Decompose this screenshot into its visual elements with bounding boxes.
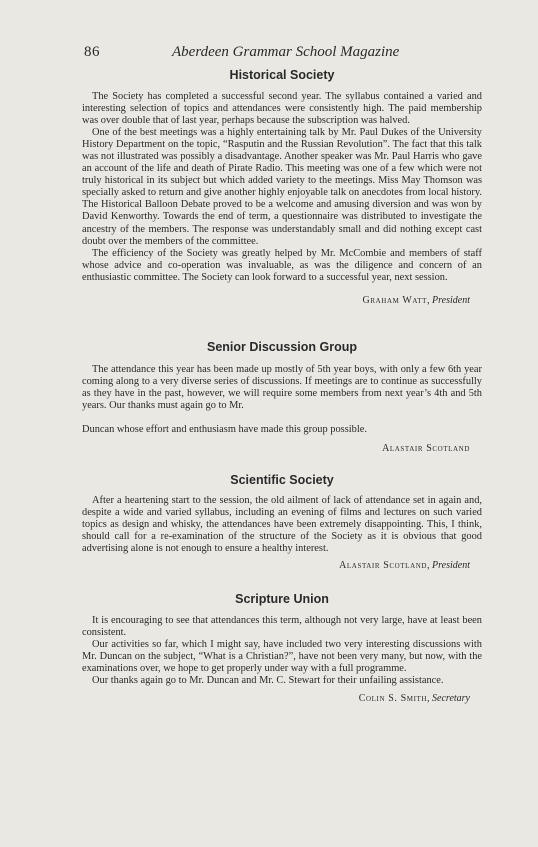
paragraph: The Society has completed a successful second year. The syllabus contained a varied and interesting selection of topics and attendances were consistently high. The paid membership was over double that of last year, perhaps because the subscription was halved.	[82, 91, 482, 127]
section-title: Scripture Union	[235, 592, 329, 607]
signature: Alastair Scotland, President	[339, 560, 470, 572]
paragraph: Our thanks again go to Mr. Duncan and Mr. C. Stewart for their unfailing assistance.	[92, 675, 444, 687]
section-scripture-union	[82, 592, 482, 703]
paragraph: The efficiency of the Society was greatly helped by Mr. McCombie and members of staff whose advice and co-operation was invaluable, as was the diligence and concern of an enthusiastic committee. The Society can look forward to a successful year, next session.	[82, 247, 482, 283]
section-historical-society	[82, 68, 482, 306]
signature-role: President	[432, 560, 470, 572]
section-scientific-society	[82, 473, 482, 571]
section-title: Scientific Society	[230, 472, 334, 487]
page-header	[84, 44, 484, 64]
signature-name: Alastair Scotland	[382, 442, 470, 454]
paragraph: One of the best meetings was a highly entertaining talk by Mr. Paul Dukes of the University History Department on the topic, “Rasputin and the Russian Revolution”. The fact that this talk was not illustrated was possibly a disadvantage. Another speaker was Mr. Paul Harris who gave an account of the life and death of Pirate Radio. This meeting was one of a few which were not truly historical in its subject but which added variety to the meetings. Miss May Thomson was specially asked to return and give another highly enjoyable talk on anecdotes from local history. The Historical Balloon Debate proved to be a welcome and amusing diversion and was won by David Kenworthy. Towards the end of term, a questionnaire was distributed to investigate the ancestry of the members. The response was understandably small and did nothing except cast doubt over the members of the committee.	[82, 127, 482, 247]
running-title: Aberdeen Grammar School Magazine	[172, 44, 400, 60]
section-senior-discussion-group	[82, 340, 482, 454]
signature-role: Secretary	[432, 692, 470, 704]
paragraph: It is encouraging to see that attendances this term, although not very large, have at least been consistent.	[82, 615, 482, 639]
page-number: 86	[84, 44, 100, 60]
page-content	[82, 66, 482, 704]
paragraph: Our activities so far, which I might say, have included two very interesting discussions with Mr. Duncan on the subject, “What is a Christian?”, have not been very many, but now, with the examinations over, we hope to get properly under way with a full programme.	[82, 639, 482, 675]
signature: Colin S. Smith, Secretary	[358, 692, 470, 704]
section-title: Senior Discussion Group	[206, 339, 358, 354]
signature-name: Alastair Scotland	[339, 560, 428, 572]
signature-role: President	[432, 294, 470, 306]
paragraph: Duncan whose effort and enthusiasm have made this group possible.	[82, 423, 367, 435]
signature	[82, 443, 482, 454]
paragraph: After a heartening start to the session, the old ailment of lack of attendance set in again and, despite a wide and varied syllabus, including an evening of films and lectures on such varied topics as design and whisky, the attendances have been extremely disappointing. This, I think, should call for a re-examination of the structure of the Society as it is obvious that good advertising alone is not enough to ensure a healthy interest.	[82, 494, 482, 555]
signature: Graham Watt, President	[362, 294, 470, 306]
section-title: Historical Society	[229, 68, 335, 82]
paragraph: The attendance this year has been made up mostly of 5th year boys, with only a few 6th year coming along to a very diverse series of discussions. If meetings are to continue as successfully as they have in the past, however, we will require some members from next year’s 4th and 5th years. Our thanks must again go to Mr.	[82, 363, 482, 411]
signature-name: Graham Watt	[362, 294, 428, 306]
signature-name: Colin S. Smith	[358, 692, 428, 704]
